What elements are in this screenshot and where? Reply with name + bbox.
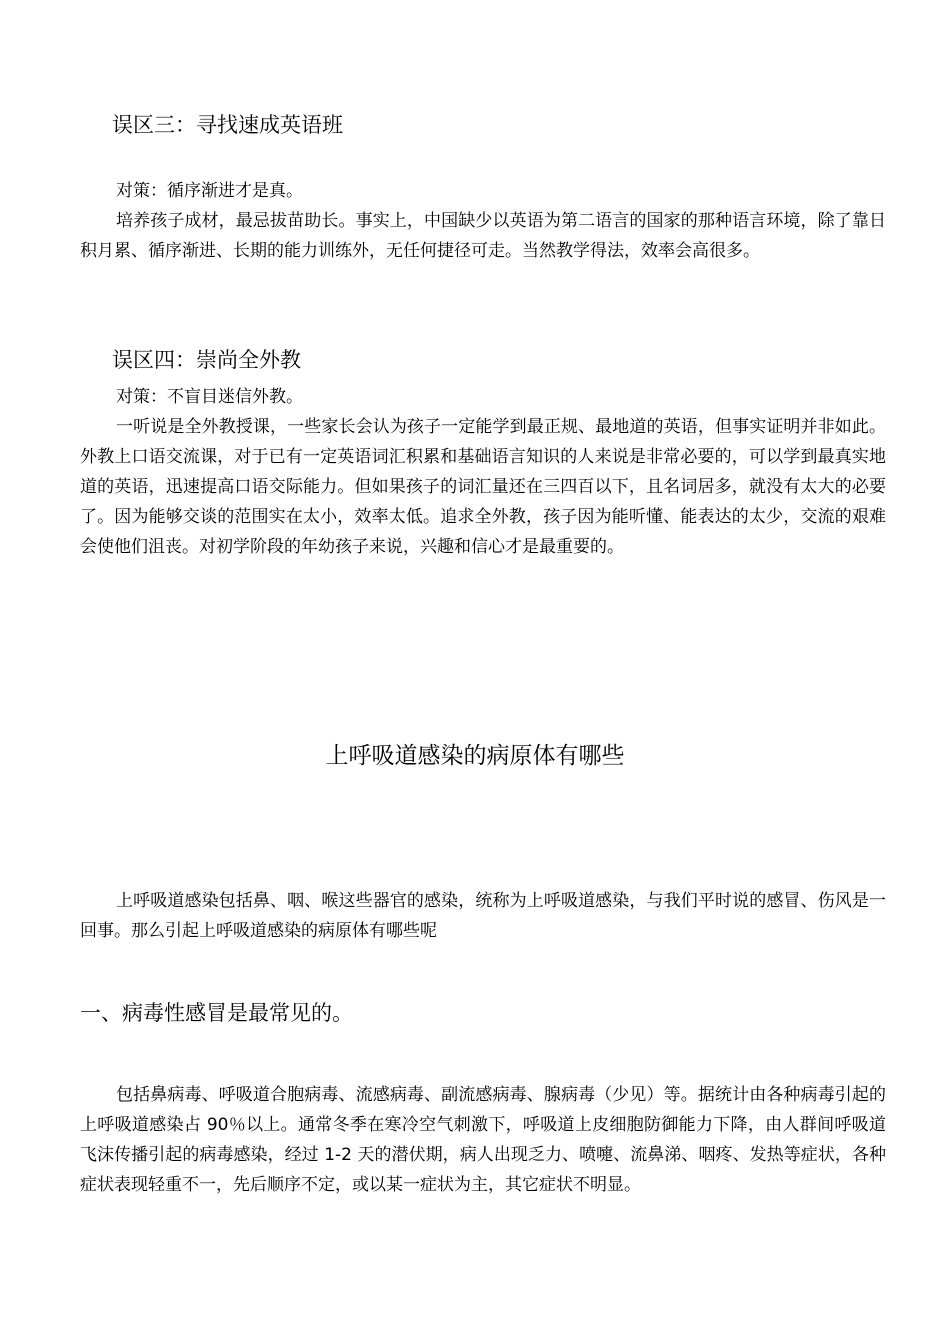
article-subheading: 一、病毒性感冒是最常见的。 [80,1001,353,1025]
section3-heading: 误区三：寻找速成英语班 [112,113,343,137]
section4-strategy: 对策：不盲目迷信外教。 [116,387,303,407]
article-body: 包括鼻病毒、呼吸道合胞病毒、流感病毒、副流感病毒、腺病毒（少见）等。据统计由各种病毒引起的上呼吸道感染占 90％以上。通常冬季在寒冷空气刺激下，呼吸道上皮细胞防御能力下降，由人群间呼吸道飞沫传播引起的病毒感染，经过 1-2 天的潜伏期，病人出现乏力、喷嚏、流鼻涕、咽疼、发热等症状，各种症状表现轻重不一，先后顺序不定，或以某一症状为主，其它症状不明显。 [80,1085,886,1195]
article-intro: 上呼吸道感染包括鼻、咽、喉这些器官的感染，统称为上呼吸道感染，与我们平时说的感冒、伤风是一回事。那么引起上呼吸道感染的病原体有哪些呢 [80,891,886,941]
section4-heading: 误区四：崇尚全外教 [112,348,301,372]
section3-strategy: 对策：循序渐进才是真。 [116,181,303,201]
section4-body: 一听说是全外教授课，一些家长会认为孩子一定能学到最正规、最地道的英语，但事实证明并非如此。外教上口语交流课，对于已有一定英语词汇积累和基础语言知识的人来说是非常必要的，可以学到最真实地道的英语，迅速提高口语交际能力。但如果孩子的词汇量还在三四百以下，且名词居多，就没有太大的必要了。因为能够交谈的范围实在太小，效率太低。追求全外教，孩子因为能听懂、能表达的太少，交流的艰难会使他们沮丧。对初学阶段的年幼孩子来说，兴趣和信心才是最重要的。 [80,417,886,557]
article-title: 上呼吸道感染的病原体有哪些 [325,743,625,769]
section3-body: 培养孩子成材，最忌拔苗助长。事实上，中国缺少以英语为第二语言的国家的那种语言环境，除了靠日积月累、循序渐进、长期的能力训练外，无任何捷径可走。当然教学得法，效率会高很多。 [80,211,886,261]
